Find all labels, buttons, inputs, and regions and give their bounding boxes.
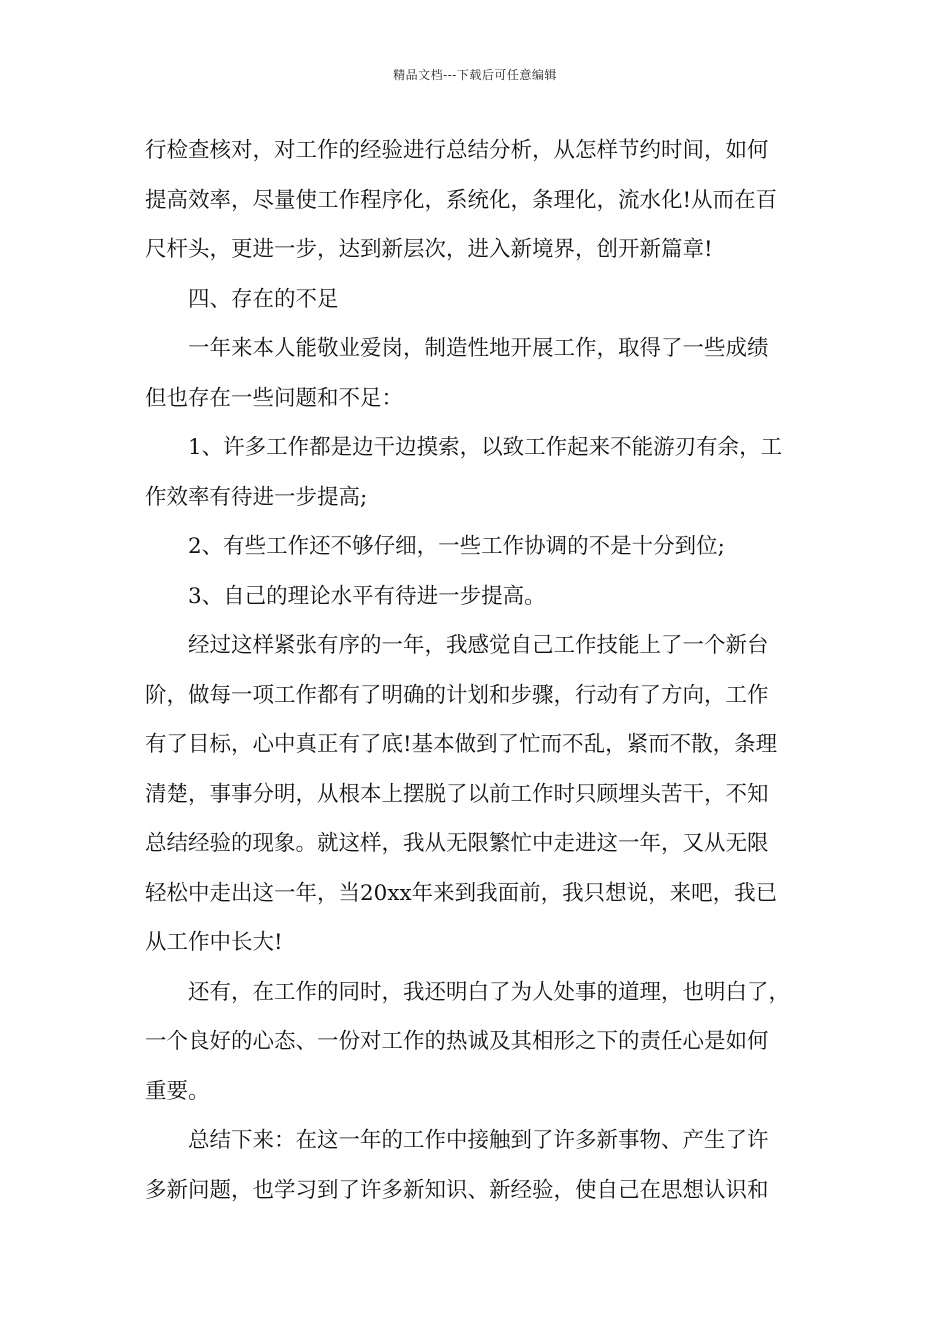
text-line: 清楚，事事分明，从根本上摆脱了以前工作时只顾埋头苦干，不知 [145, 781, 769, 807]
text-line: 但也存在一些问题和不足： [145, 385, 404, 411]
text-line: 多新问题，也学习到了许多新知识、新经验，使自己在思想认识和 [145, 1177, 769, 1203]
text-line: 提高效率，尽量使工作程序化，系统化，条理化，流水化!从而在百 [145, 187, 778, 213]
text-line: 重要。 [145, 1078, 210, 1104]
text-line: 从工作中长大! [145, 930, 283, 955]
text-line: 总结经验的现象。就这样，我从无限繁忙中走进这一年，又从无限 [145, 831, 769, 856]
document-body [145, 126, 809, 1215]
text-line: 作效率有待进一步提高; [145, 484, 368, 510]
text-line: 1、许多工作都是边干边摸索，以致工作起来不能游刃有余，工 [188, 435, 783, 460]
text-line: 一个良好的心态、一份对工作的热诚及其相形之下的责任心是如何 [145, 1029, 769, 1054]
text-line: 3、自己的理论水平有待进一步提高。 [188, 583, 546, 609]
text-line: 2、有些工作还不够仔细，一些工作协调的不是十分到位; [188, 534, 725, 559]
text-line: 总结下来：在这一年的工作中接触到了许多新事物、产生了许 [188, 1128, 769, 1153]
text-line: 一年来本人能敬业爱岗，制造性地开展工作，取得了一些成绩 [188, 336, 769, 361]
text-line: 经过这样紧张有序的一年，我感觉自己工作技能上了一个新台 [188, 633, 769, 658]
page-header: 精品文档---下载后可任意编辑 [393, 68, 557, 82]
text-line: 尺杆头，更进一步，达到新层次，进入新境界，创开新篇章! [145, 237, 713, 262]
text-line: 有了目标，心中真正有了底!基本做到了忙而不乱，紧而不散，条理 [145, 732, 778, 757]
text-line: 行检查核对，对工作的经验进行总结分析，从怎样节约时间，如何 [145, 138, 769, 163]
text-line: 轻松中走出这一年，当20xx年来到我面前，我只想说，来吧，我已 [145, 880, 778, 906]
text-line: 还有，在工作的同时，我还明白了为人处事的道理，也明白了， [188, 979, 791, 1005]
text-line: 阶，做每一项工作都有了明确的计划和步骤，行动有了方向，工作 [145, 682, 769, 708]
text-line: 四、存在的不足 [188, 286, 339, 312]
